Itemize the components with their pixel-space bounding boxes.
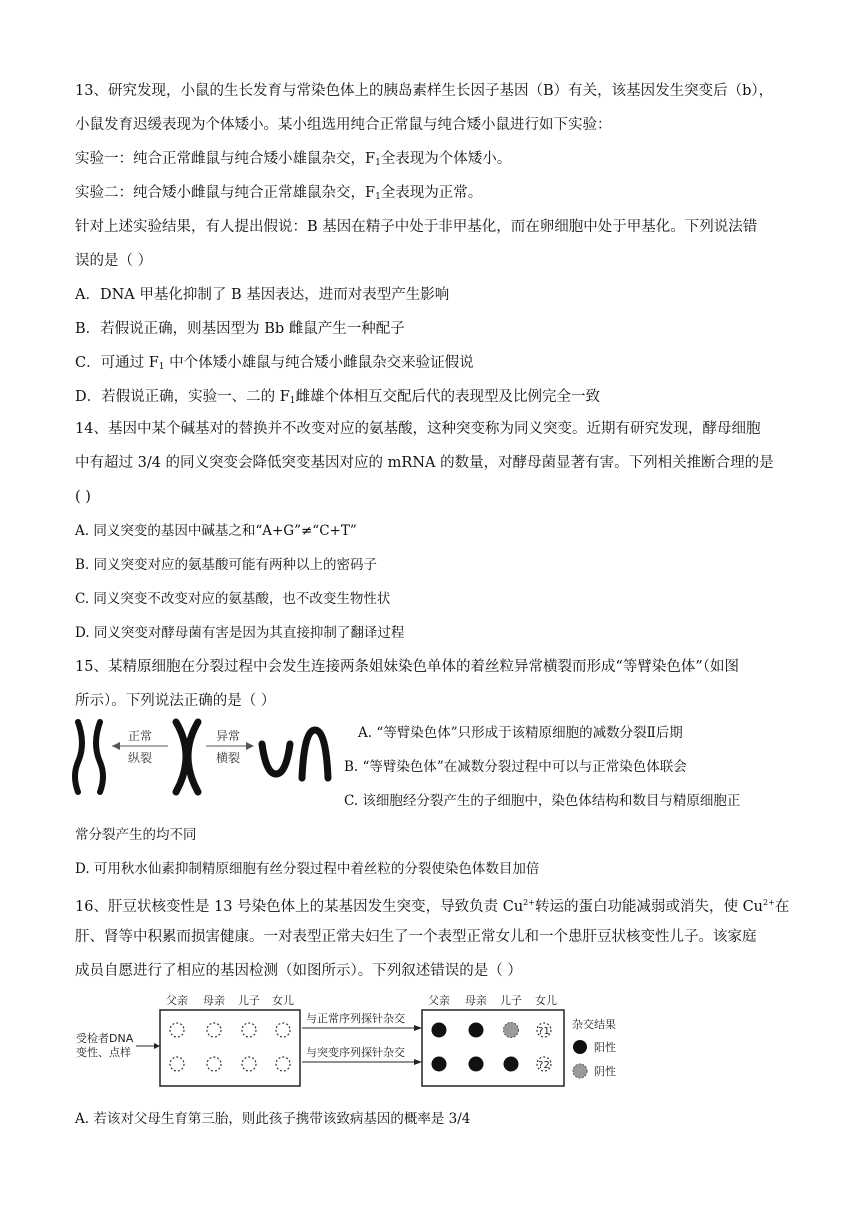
q15-stem-line-1: 15、某精原细胞在分裂过程中会发生连接两条姐妹染色单体的着丝粒异常横裂而形成“等臂染色体”（如图 [75,659,740,675]
legend-positive-label: 阳性 [594,1041,616,1054]
fig-abnormal-label-2: 横裂 [215,751,241,765]
left-member-daughter: 女儿 [272,994,294,1007]
q14-option-c: C. 同义突变不改变对应的氨基酸，也不改变生物性状 [75,591,391,607]
q13-hypothesis-line-1: 针对上述实验结果，有人提出假说：B 基因在精子中处于非甲基化，而在卵细胞中处于甲基化。下列说法错 [75,219,758,235]
fig-left-label-2: 变性、点样 [76,1046,131,1059]
q13-hypothesis-line-2: 误的是（ ） [75,253,153,269]
fig-normal-label-1: 正常 [127,729,153,743]
left-member-father: 父亲 [166,994,188,1007]
fig-normal-label-2: 纵裂 [127,751,153,765]
legend-positive-dot [573,1040,587,1054]
daughter-unknown-2: ?2 [538,1060,550,1071]
q15-option-c-line-1: C. 该细胞经分裂产生的子细胞中，染色体结构和数目与精原细胞正 [344,793,741,809]
daughter-unknown-1: ?1 [538,1026,550,1037]
q13-stem-line-2: 小鼠发育迟缓表现为个体矮小。某小组选用纯合正常鼠与纯合矮小鼠进行如下实验： [75,117,612,133]
q13-experiment-1: 实验一：纯合正常雌鼠与纯合矮小雄鼠杂交，$F_1$全表现为个体矮小。 [75,151,512,168]
left-member-son: 儿子 [238,994,260,1007]
q14-stem-line-2: 中有超过 3/4 的同义突变会降低突变基因对应的 mRNA 的数量，对酵母菌显著有害。下列相关推断合理的是 [75,455,774,471]
left-member-mother: 母亲 [203,994,225,1007]
legend-title: 杂交结果 [572,1018,616,1031]
q15-stem-line-2: 所示）。下列说法正确的是（ ） [75,693,276,709]
q14-option-d: D. 同义突变对酵母菌有害是因为其直接抑制了翻译过程 [75,625,405,641]
q16-stem-line-3: 成员自愿进行了相应的基因检测（如图所示）。下列叙述错误的是（ ） [75,963,522,979]
q13-experiment-2: 实验二：纯合矮小雌鼠与纯合正常雄鼠杂交，$F_1$全表现为正常。 [75,185,483,202]
hybridization-result-box [422,1010,564,1086]
probe-mutant-label: 与突变序列探针杂交 [306,1046,405,1059]
q14-stem-line-3: ( ) [75,489,91,505]
q15-option-b: B. “等臂染色体”在减数分裂过程中可以与正常染色体联会 [344,759,687,775]
dna-sample-box [160,1010,300,1086]
legend-negative-label: 阴性 [594,1065,616,1078]
q15-option-a: A. “等臂染色体”只形成于该精原细胞的减数分裂Ⅱ后期 [358,725,683,741]
q16-stem-line-1: 16、肝豆状核变性是 13 号染色体上的某基因发生突变，导致负责 $Cu^{2+}$转运的蛋白功能减弱或消失，使 $Cu^{2+}$在 [75,898,790,915]
right-member-daughter: 女儿 [535,994,557,1007]
isochromosome-figure [72,718,342,798]
q13-stem-line-1: 13、研究发现，小鼠的生长发育与常染色体上的胰岛素样生长因子基因（B）有关，该基因发生突变后（b）， [75,83,774,99]
q13-option-c: C．可通过 $F_1$ 中个体矮小雄鼠与纯合矮小雌鼠杂交来验证假说 [75,355,474,372]
right-member-father: 父亲 [428,994,450,1007]
q14-option-b: B. 同义突变对应的氨基酸可能有两种以上的密码子 [75,557,378,573]
right-member-mother: 母亲 [465,994,487,1007]
q15-option-d: D. 可用秋水仙素抑制精原细胞有丝分裂过程中着丝粒的分裂使染色体数目加倍 [75,861,540,877]
fig-abnormal-label-1: 异常 [215,729,241,743]
q14-option-a: A. 同义突变的基因中碱基之和“A+G”≠“C+T” [75,523,357,539]
q14-stem-line-1: 14、基因中某个碱基对的替换并不改变对应的氨基酸，这种突变称为同义突变。近期有研究发现，酵母细胞 [75,421,761,437]
fig-left-label-1: 受检者DNA [76,1032,134,1045]
legend-negative-dot [573,1064,587,1078]
probe-normal-label: 与正常序列探针杂交 [306,1012,405,1025]
q13-option-a: A．DNA 甲基化抑制了 B 基因表达，进而对表型产生影响 [75,287,450,303]
gene-test-figure [72,990,632,1090]
q16-stem-line-2: 肝、肾等中积累而损害健康。一对表型正常夫妇生了一个表型正常女儿和一个患肝豆状核变性儿子。该家庭 [75,929,757,945]
q13-option-b: B．若假说正确，则基因型为 Bb 雌鼠产生一种配子 [75,321,405,337]
q16-option-a: A. 若该对父母生育第三胎，则此孩子携带该致病基因的概率是 3/4 [75,1111,471,1127]
right-member-son: 儿子 [500,994,522,1007]
q13-option-d: D．若假说正确，实验一、二的 $F_1$雌雄个体相互交配后代的表现型及比例完全一致 [75,389,601,406]
q15-option-c-line-2: 常分裂产生的均不同 [75,827,197,843]
